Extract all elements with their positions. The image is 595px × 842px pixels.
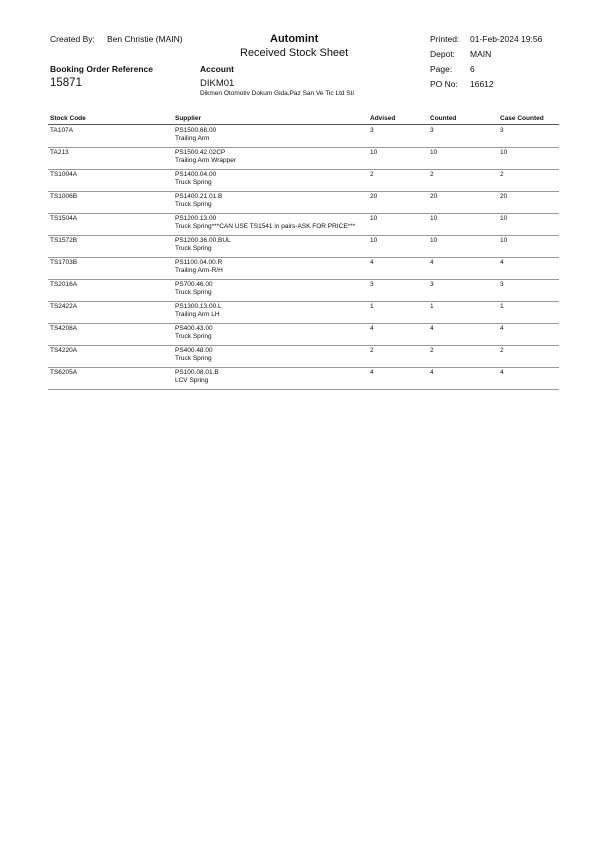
cell-case-counted: 4	[500, 325, 504, 332]
cell-description: Truck Spring	[175, 179, 212, 186]
table-row	[48, 213, 559, 236]
cell-stock-code: TS1004A	[50, 171, 78, 178]
cell-supplier: PS1400.21.01.B	[175, 193, 223, 200]
table-row	[48, 125, 559, 148]
cell-advised: 2	[370, 171, 374, 178]
table-row	[48, 191, 559, 214]
printed-value: 01-Feb-2024 19:56	[470, 34, 543, 44]
cell-supplier: PS1500.42.02CP	[175, 149, 226, 156]
cell-advised: 3	[370, 281, 374, 288]
cell-stock-code: TA213	[50, 149, 69, 156]
cell-case-counted: 3	[500, 127, 504, 134]
cell-counted: 2	[430, 171, 434, 178]
cell-counted: 20	[430, 193, 438, 200]
table-row	[48, 367, 559, 390]
cell-advised: 4	[370, 325, 374, 332]
cell-description: Trailing Arm LH	[175, 311, 220, 318]
cell-advised: 2	[370, 347, 374, 354]
cell-supplier: PS1200.36.00.BUL	[175, 237, 231, 244]
col-header-advised: Advised	[370, 115, 396, 122]
po-value: 16612	[470, 79, 494, 89]
booking-ref-label: Booking Order Reference	[50, 64, 153, 74]
cell-description: LCV Spring	[175, 377, 209, 384]
depot-label: Depot:	[430, 49, 456, 59]
printed-label: Printed:	[430, 34, 460, 44]
depot-value: MAIN	[470, 49, 492, 59]
cell-advised: 10	[370, 215, 378, 222]
cell-supplier: PS1300.13.00.L	[175, 303, 222, 310]
cell-supplier: PS1500.68.00	[175, 127, 217, 134]
cell-advised: 10	[370, 149, 378, 156]
cell-description: Trailing Arm-R/H	[175, 267, 223, 274]
cell-counted: 10	[430, 215, 438, 222]
cell-counted: 4	[430, 259, 434, 266]
booking-ref-value: 15871	[50, 77, 82, 89]
cell-advised: 10	[370, 237, 378, 244]
cell-supplier: PS400.43.00	[175, 325, 213, 332]
cell-case-counted: 2	[500, 347, 504, 354]
created-by-label: Created By:	[50, 34, 95, 44]
table-row	[48, 257, 559, 280]
cell-case-counted: 10	[500, 215, 508, 222]
cell-counted: 4	[430, 369, 434, 376]
table-row	[48, 301, 559, 324]
table-row	[48, 235, 559, 258]
cell-case-counted: 4	[500, 369, 504, 376]
cell-description: Truck Spring	[175, 333, 212, 340]
cell-description: Trailing Arm Wrapper	[175, 157, 237, 164]
table-row	[48, 345, 559, 368]
cell-stock-code: TS2016A	[50, 281, 78, 288]
cell-stock-code: TS1006B	[50, 193, 78, 200]
cell-supplier: PS1400.04.00	[175, 171, 217, 178]
account-name: Dikmen Otomotiv Dokum Gida,Paz San Ve Tic Ltd Sti	[200, 90, 354, 97]
page-label: Page:	[430, 64, 453, 74]
cell-counted: 4	[430, 325, 434, 332]
cell-case-counted: 2	[500, 171, 504, 178]
cell-stock-code: TS1504A	[50, 215, 78, 222]
col-header-case-counted: Case Counted	[500, 115, 544, 122]
created-by-value: Ben Christie (MAIN)	[107, 34, 183, 44]
cell-counted: 2	[430, 347, 434, 354]
table-row	[48, 323, 559, 346]
cell-counted: 3	[430, 281, 434, 288]
cell-advised: 3	[370, 127, 374, 134]
col-header-counted: Counted	[430, 115, 457, 122]
cell-case-counted: 10	[500, 237, 508, 244]
cell-case-counted: 1	[500, 303, 504, 310]
cell-case-counted: 10	[500, 149, 508, 156]
report-subtitle: Received Stock Sheet	[240, 47, 349, 59]
cell-stock-code: TS1572B	[50, 237, 78, 244]
report-title: Automint	[270, 33, 319, 45]
cell-supplier: PS1200.13.00	[175, 215, 217, 222]
cell-description: Truck Spring	[175, 289, 212, 296]
account-label: Account	[200, 64, 234, 74]
cell-advised: 4	[370, 369, 374, 376]
cell-counted: 1	[430, 303, 434, 310]
cell-supplier: PS400.48.00	[175, 347, 213, 354]
cell-case-counted: 3	[500, 281, 504, 288]
cell-description: Truck Spring	[175, 245, 212, 252]
cell-stock-code: TS2422A	[50, 303, 78, 310]
col-header-stock-code: Stock Code	[50, 115, 86, 122]
cell-advised: 1	[370, 303, 374, 310]
cell-supplier: PS100.08.01.B	[175, 369, 219, 376]
table-row	[48, 169, 559, 192]
cell-description: Trailing Arm	[175, 135, 210, 142]
table-row	[48, 147, 559, 170]
po-label: PO No:	[430, 79, 458, 89]
cell-advised: 20	[370, 193, 378, 200]
cell-stock-code: TS4220A	[50, 347, 78, 354]
cell-counted: 10	[430, 237, 438, 244]
cell-stock-code: TS1703B	[50, 259, 78, 266]
account-code: DIKM01	[200, 78, 235, 89]
cell-stock-code: TA107A	[50, 127, 74, 134]
cell-supplier: PS1100.04.00.R	[175, 259, 223, 266]
cell-counted: 10	[430, 149, 438, 156]
cell-description: Truck Spring***CAN USE TS1541 in pairs-ASK FOR PRICE***	[175, 223, 356, 230]
cell-description: Truck Spring	[175, 355, 212, 362]
cell-case-counted: 4	[500, 259, 504, 266]
page-value: 6	[470, 64, 475, 74]
cell-supplier: PS700.46.00	[175, 281, 213, 288]
cell-case-counted: 20	[500, 193, 508, 200]
table-row	[48, 279, 559, 302]
col-header-supplier: Supplier	[175, 115, 202, 122]
cell-advised: 4	[370, 259, 374, 266]
cell-stock-code: TS6205A	[50, 369, 78, 376]
cell-stock-code: TS4208A	[50, 325, 78, 332]
cell-counted: 3	[430, 127, 434, 134]
cell-description: Truck Spring	[175, 201, 212, 208]
